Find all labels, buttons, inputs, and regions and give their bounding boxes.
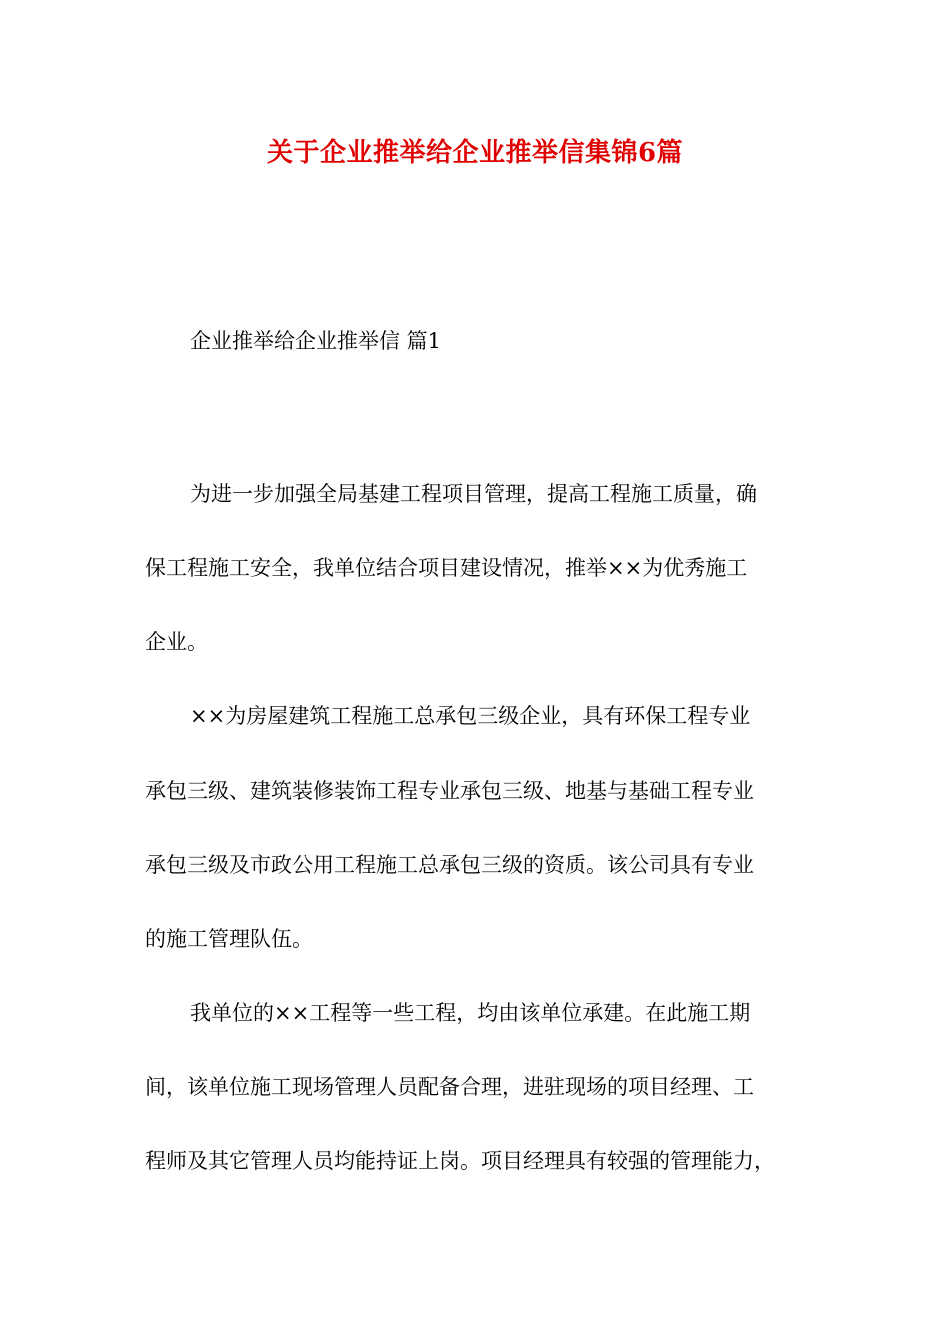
paragraph-line: 我单位的××工程等一些工程，均由该单位承建。在此施工期 [190,1001,751,1025]
paragraph-line: 间，该单位施工现场管理人员配备合理，进驻现场的项目经理、工 [145,1075,754,1099]
paragraph-line: 的施工管理队伍。 [145,927,313,951]
paragraph-line: 承包三级、建筑装修装饰工程专业承包三级、地基与基础工程专业 [145,779,754,803]
paragraph-line: 企业。 [145,630,208,654]
paragraph-line: ××为房屋建筑工程施工总承包三级企业，具有环保工程专业 [190,704,751,728]
section-heading: 企业推举给企业推举信 篇1 [190,329,442,353]
document-title: 关于企业推举给企业推举信集锦6篇 [266,138,684,168]
paragraph-line: 保工程施工安全，我单位结合项目建设情况，推举××为优秀施工 [145,556,748,580]
paragraph-line: 承包三级及市政公用工程施工总承包三级的资质。该公司具有专业 [145,853,754,877]
paragraph-line: 程师及其它管理人员均能持证上岗。项目经理具有较强的管理能力， [145,1149,775,1173]
paragraph-line: 为进一步加强全局基建工程项目管理，提高工程施工质量，确 [190,482,757,506]
